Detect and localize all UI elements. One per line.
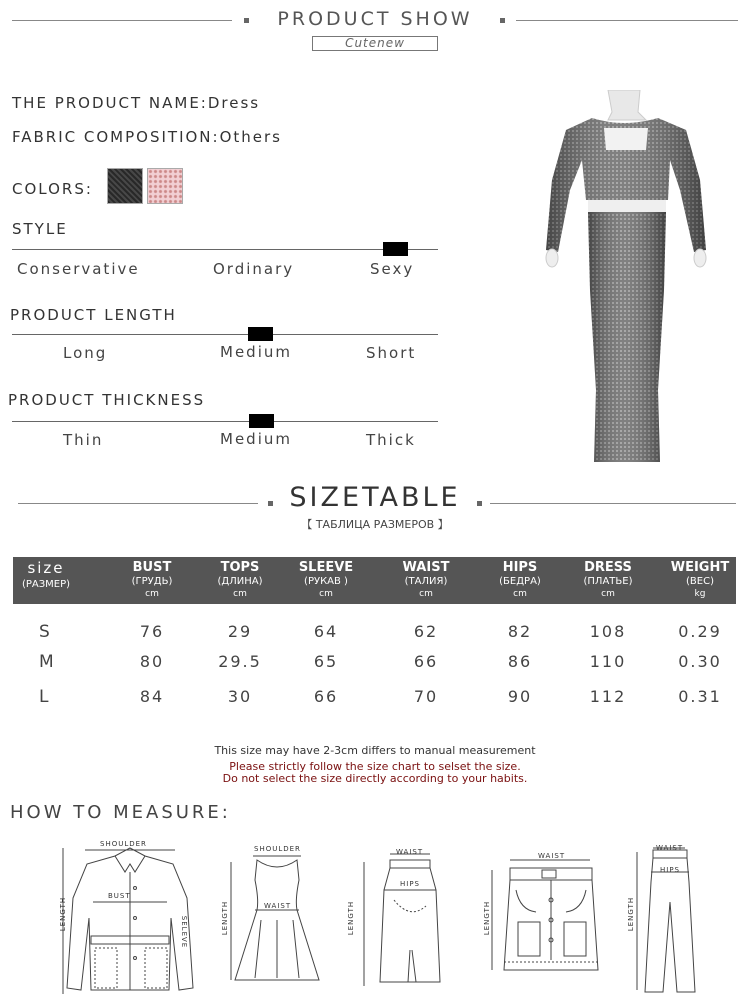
skirt-diagram: [350, 850, 450, 990]
col-weight: [665, 560, 735, 599]
style-option-ordinary: Ordinary: [213, 260, 295, 278]
length-option-short: Short: [366, 344, 417, 362]
thickness-option-medium: Medium: [220, 430, 292, 448]
length-option-long: Long: [63, 344, 108, 362]
col-tops-ru: (ДЛИНА): [217, 576, 263, 587]
col-bust-main: BUST: [132, 560, 172, 575]
sizetable-title: SIZETABLE: [289, 482, 461, 513]
brand-box: Cutenew: [312, 36, 438, 51]
fabric-label: FABRIC COMPOSITION:Others: [12, 128, 282, 146]
how-to-measure-title: HOW TO MEASURE:: [10, 802, 231, 823]
style-option-sexy: Sexy: [370, 260, 415, 278]
thickness-scale-line: [12, 421, 438, 422]
col-hips-ru: (БЕДРА): [499, 576, 541, 587]
style-label: STYLE: [12, 220, 68, 238]
dress-length-label: LENGTH: [221, 900, 230, 936]
table-cell: 65: [313, 652, 339, 671]
note-habits: Do not select the size directly according to your habits.: [222, 772, 528, 785]
table-cell: 90: [507, 687, 533, 706]
length-label: PRODUCT LENGTH: [10, 306, 177, 324]
color-swatch-pink[interactable]: [147, 168, 183, 204]
jacket-sleeve-label: SELEVE: [180, 915, 189, 949]
thickness-option-thick: Thick: [366, 431, 416, 449]
colors-label: COLORS:: [12, 180, 93, 198]
shorts-waist-label: WAIST: [538, 852, 566, 860]
table-cell: 84: [139, 687, 165, 706]
shorts-diagram: [480, 850, 610, 980]
length-marker: [248, 327, 273, 341]
jacket-length-label: LENGTH: [59, 896, 68, 932]
dress-shoulder-label: SHOULDER: [254, 845, 301, 853]
product-name-label: THE PRODUCT NAME:Dress: [12, 94, 261, 112]
col-bust-ru: (ГРУДЬ): [131, 576, 173, 587]
col-size-ru: (РАЗМЕР): [21, 579, 71, 590]
skirt-waist-label: WAIST: [396, 848, 424, 856]
col-tops-main: TOPS: [220, 560, 260, 575]
col-bust-unit: cm: [145, 589, 159, 599]
col-weight-main: WEIGHT: [670, 560, 730, 575]
col-weight-unit: kg: [694, 589, 706, 599]
table-cell: 64: [313, 622, 339, 641]
table-cell: 70: [413, 687, 439, 706]
col-sleeve-ru: (РУКАВ ): [304, 576, 348, 587]
table-cell: 86: [507, 652, 533, 671]
table-cell: 66: [413, 652, 439, 671]
dress-waist-label: WAIST: [264, 902, 292, 910]
table-cell: S: [39, 622, 52, 642]
col-size-main: size: [27, 559, 65, 577]
jacket-bust-label: BUST: [108, 892, 131, 900]
product-photo: [500, 90, 745, 480]
table-cell: 0.31: [678, 687, 722, 706]
col-waist-main: WAIST: [402, 560, 450, 575]
col-waist: [391, 560, 461, 599]
table-cell: 80: [139, 652, 165, 671]
style-option-conservative: Conservative: [17, 260, 140, 278]
dress-diagram: [225, 850, 325, 990]
size-table-header: [13, 557, 736, 604]
col-tops-unit: cm: [233, 589, 247, 599]
col-hips-main: HIPS: [502, 560, 538, 575]
col-dress-unit: cm: [601, 589, 615, 599]
sizetable-subtitle: 【 ТАБЛИЦА РАЗМЕРОВ 】: [301, 518, 449, 531]
color-swatch-gray[interactable]: [107, 168, 143, 204]
col-tops: [205, 560, 275, 599]
table-cell: 110: [589, 652, 627, 671]
col-sleeve: [291, 560, 361, 599]
col-weight-ru: (ВЕС): [686, 576, 714, 587]
table-cell: 66: [313, 687, 339, 706]
table-cell: 30: [227, 687, 253, 706]
page-title: PRODUCT SHOW: [277, 8, 473, 30]
table-cell: L: [39, 687, 51, 707]
thickness-option-thin: Thin: [63, 431, 104, 449]
col-dress-ru: (ПЛАТЬЕ): [583, 576, 633, 587]
pants-length-label: LENGTH: [627, 896, 636, 932]
thickness-marker: [249, 414, 274, 428]
length-scale-line: [12, 334, 438, 335]
style-marker: [383, 242, 408, 256]
col-hips-unit: cm: [513, 589, 527, 599]
col-waist-ru: (ТАЛИЯ): [404, 576, 448, 587]
col-dress-main: DRESS: [584, 560, 632, 575]
col-sleeve-unit: cm: [319, 589, 333, 599]
table-cell: 82: [507, 622, 533, 641]
table-cell: 0.30: [678, 652, 722, 671]
style-scale-line: [12, 249, 438, 250]
note-measurement: This size may have 2-3cm differs to manual measurement: [214, 744, 536, 757]
col-bust: [117, 560, 187, 599]
table-cell: 62: [413, 622, 439, 641]
table-cell: M: [39, 652, 56, 672]
col-waist-unit: cm: [419, 589, 433, 599]
pants-waist-label: WAIST: [656, 844, 684, 852]
jacket-shoulder-label: SHOULDER: [100, 840, 147, 848]
skirt-length-label: LENGTH: [347, 900, 356, 936]
col-size: [13, 559, 79, 592]
shorts-length-label: LENGTH: [483, 900, 492, 936]
table-cell: 29.5: [218, 652, 262, 671]
pants-hips-label: HIPS: [660, 866, 680, 874]
col-dress: [573, 560, 643, 599]
col-sleeve-main: SLEEVE: [298, 560, 354, 575]
thickness-label: PRODUCT THICKNESS: [8, 391, 206, 409]
col-hips: [485, 560, 555, 599]
table-cell: 76: [139, 622, 165, 641]
note-follow-chart: Please strictly follow the size chart to selset the size.: [229, 760, 521, 773]
table-cell: 112: [589, 687, 627, 706]
table-cell: 0.29: [678, 622, 722, 641]
length-option-medium: Medium: [220, 343, 292, 361]
skirt-hips-label: HIPS: [400, 880, 420, 888]
table-cell: 29: [227, 622, 253, 641]
table-cell: 108: [589, 622, 627, 641]
